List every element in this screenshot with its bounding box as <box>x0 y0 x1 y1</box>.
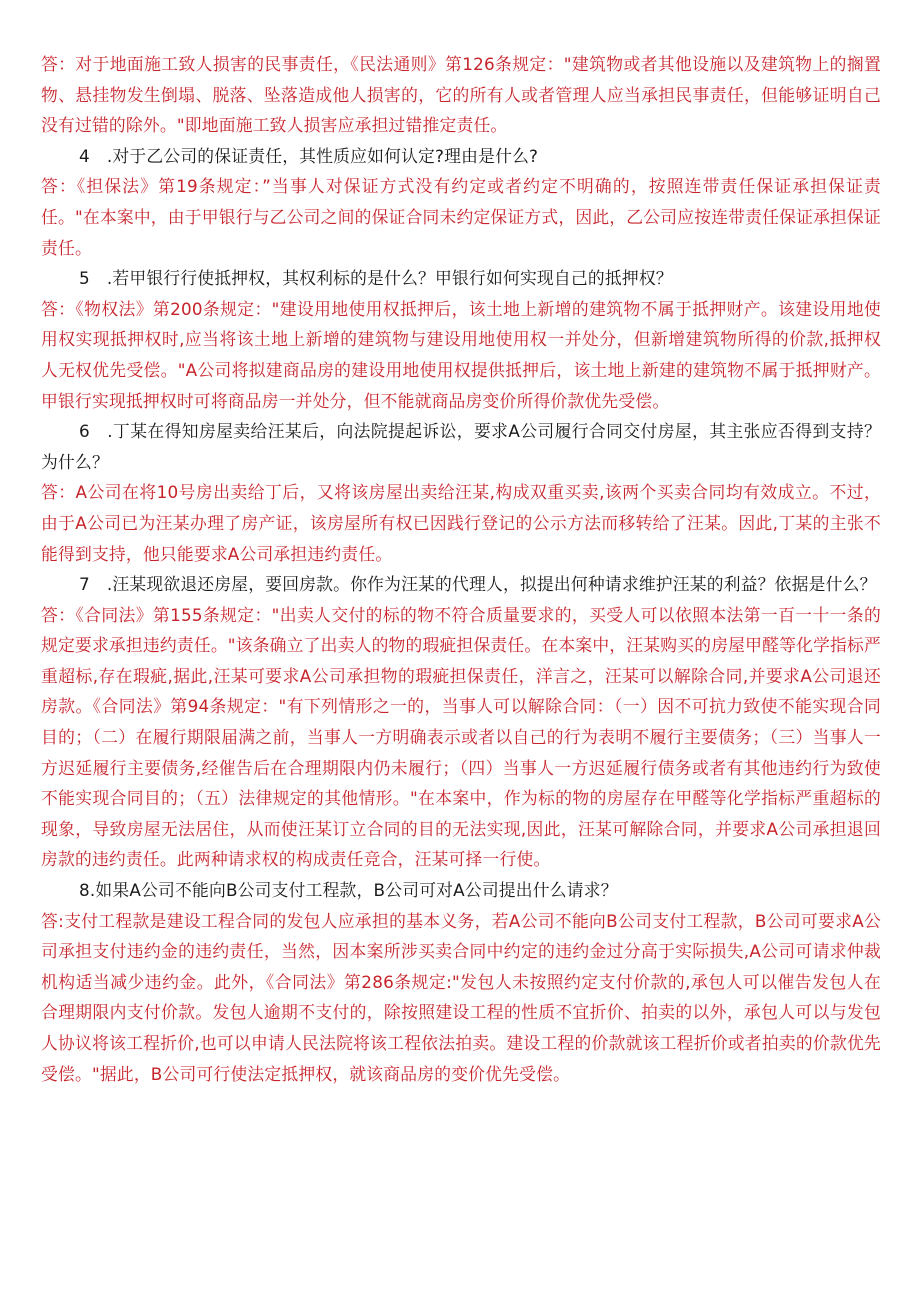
answer-paragraph-4: 答：《担保法》第19条规定：”当事人对保证方式没有约定或者约定不明确的，按照连带责任保证承担保证责任。"在本案中，由于甲银行与乙公司之间的保证合同未约定保证方式，因此，乙公司应按连带责任保证承担保证责任。 <box>41 176 882 258</box>
question-8: 8.如果A公司不能向B公司支付工程款，B公司可对A公司提出什么请求？ <box>79 880 618 901</box>
question-4: 4 .对于乙公司的保证责任，其性质应如何认定?理由是什么? <box>79 145 539 166</box>
answer-paragraph-3: 答：对于地面施工致人损害的民事责任，《民法通则》第126条规定："建筑物或者其他设施以及建筑物上的搁置物、悬挂物发生倒塌、脱落、坠落造成他人损害的，它的所有人或者管理人应当承担民事责任，但能够证明自己没有过错的除外。"即地面施工致人损害应承担过错推定责任。 <box>41 54 881 136</box>
question-6: 6 .丁某在得知房屋卖给汪某后，向法院提起诉讼，要求A公司履行合同交付房屋，其主张应否得到支持？为什么？ <box>41 421 881 472</box>
question-5: 5 .若甲银行行使抵押权，其权利标的是什么？甲银行如何实现自己的抵押权？ <box>79 268 673 289</box>
question-7: 7 .汪某现欲退还房屋，要回房款。你作为汪某的代理人，拟提出何种请求维护汪某的利益？依据是什么？ <box>79 574 877 595</box>
document-page <box>41 49 881 1089</box>
answer-paragraph-5: 答：《物权法》第200条规定："建设用地使用权抵押后，该土地上新增的建筑物不属于抵押财产。该建设用地使用权实现抵押权时,应当将该土地上新增的建筑物与建设用地使用权一并处分，但新增建筑物所得的价款,抵押权人无权优先受偿。"A公司将拟建商品房的建设用地使用权提供抵押后，该土地上新建的建筑物不属于抵押财产。甲银行实现抵押权时可将商品房一并处分，但不能就商品房变价所得价款优先受偿。 <box>41 298 881 411</box>
answer-paragraph-8: 答:支付工程款是建设工程合同的发包人应承担的基本义务，若A公司不能向B公司支付工程款，B公司可要求A公司承担支付违约金的违约责任，当然，因本案所涉买卖合同中约定的违约金过分高于实际损失,A公司可请求仲裁机构适当减少违约金。此外，《合同法》第286条规定:"发包人未按照约定支付价款的,承包人可以催告发包人在合理期限内支付价款。发包人逾期不支付的，除按照建设工程的性质不宜折价、拍卖的以外，承包人可以与发包人协议将该工程折价,也可以申请人民法院将该工程依法拍卖。建设工程的价款就该工程折价或者拍卖的价款优先受偿。"据此，B公司可行使法定抵押权，就该商品房的变价优先受偿。 <box>41 910 881 1084</box>
answer-paragraph-7: 答：《合同法》第155条规定："出卖人交付的标的物不符合质量要求的，买受人可以依照本法第一百一十一条的规定要求承担违约责任。"该条确立了出卖人的物的瑕疵担保责任。在本案中，汪某购买的房屋甲醛等化学指标严重超标,存在瑕疵,据此,汪某可要求A公司承担物的瑕疵担保责任，洋言之，汪某可以解除合同,并要求A公司退还房款。《合同法》第94条规定："有下列情形之一的，当事人可以解除合同：（一）因不可抗力致使不能实现合同目的；（二）在履行期限届满之前，当事人一方明确表示或者以自己的行为表明不履行主要债务；（三）当事人一方迟延履行主要债务,经催告后在合理期限内仍未履行；（四）当事人一方迟延履行债务或者有其他违约行为致使不能实现合同目的；（五）法律规定的其他情形。"在本案中，作为标的物的房屋存在甲醛等化学指标严重超标的现象，导致房屋无法居住，从而使汪某订立合同的目的无法实现,因此，汪某可解除合同，并要求A公司承担退回房款的违约责任。此两种请求权的构成责任竞合，汪某可择一行使。 <box>41 604 882 870</box>
answer-paragraph-6: 答：A公司在将10号房出卖给丁后，又将该房屋出卖给汪某,构成双重买卖,该两个买卖合同均有效成立。不过，由于A公司已为汪某办理了房产证，该房屋所有权已因践行登记的公示方法而移转给了汪某。因此,丁某的主张不能得到支持，他只能要求A公司承担违约责任。 <box>41 482 881 564</box>
